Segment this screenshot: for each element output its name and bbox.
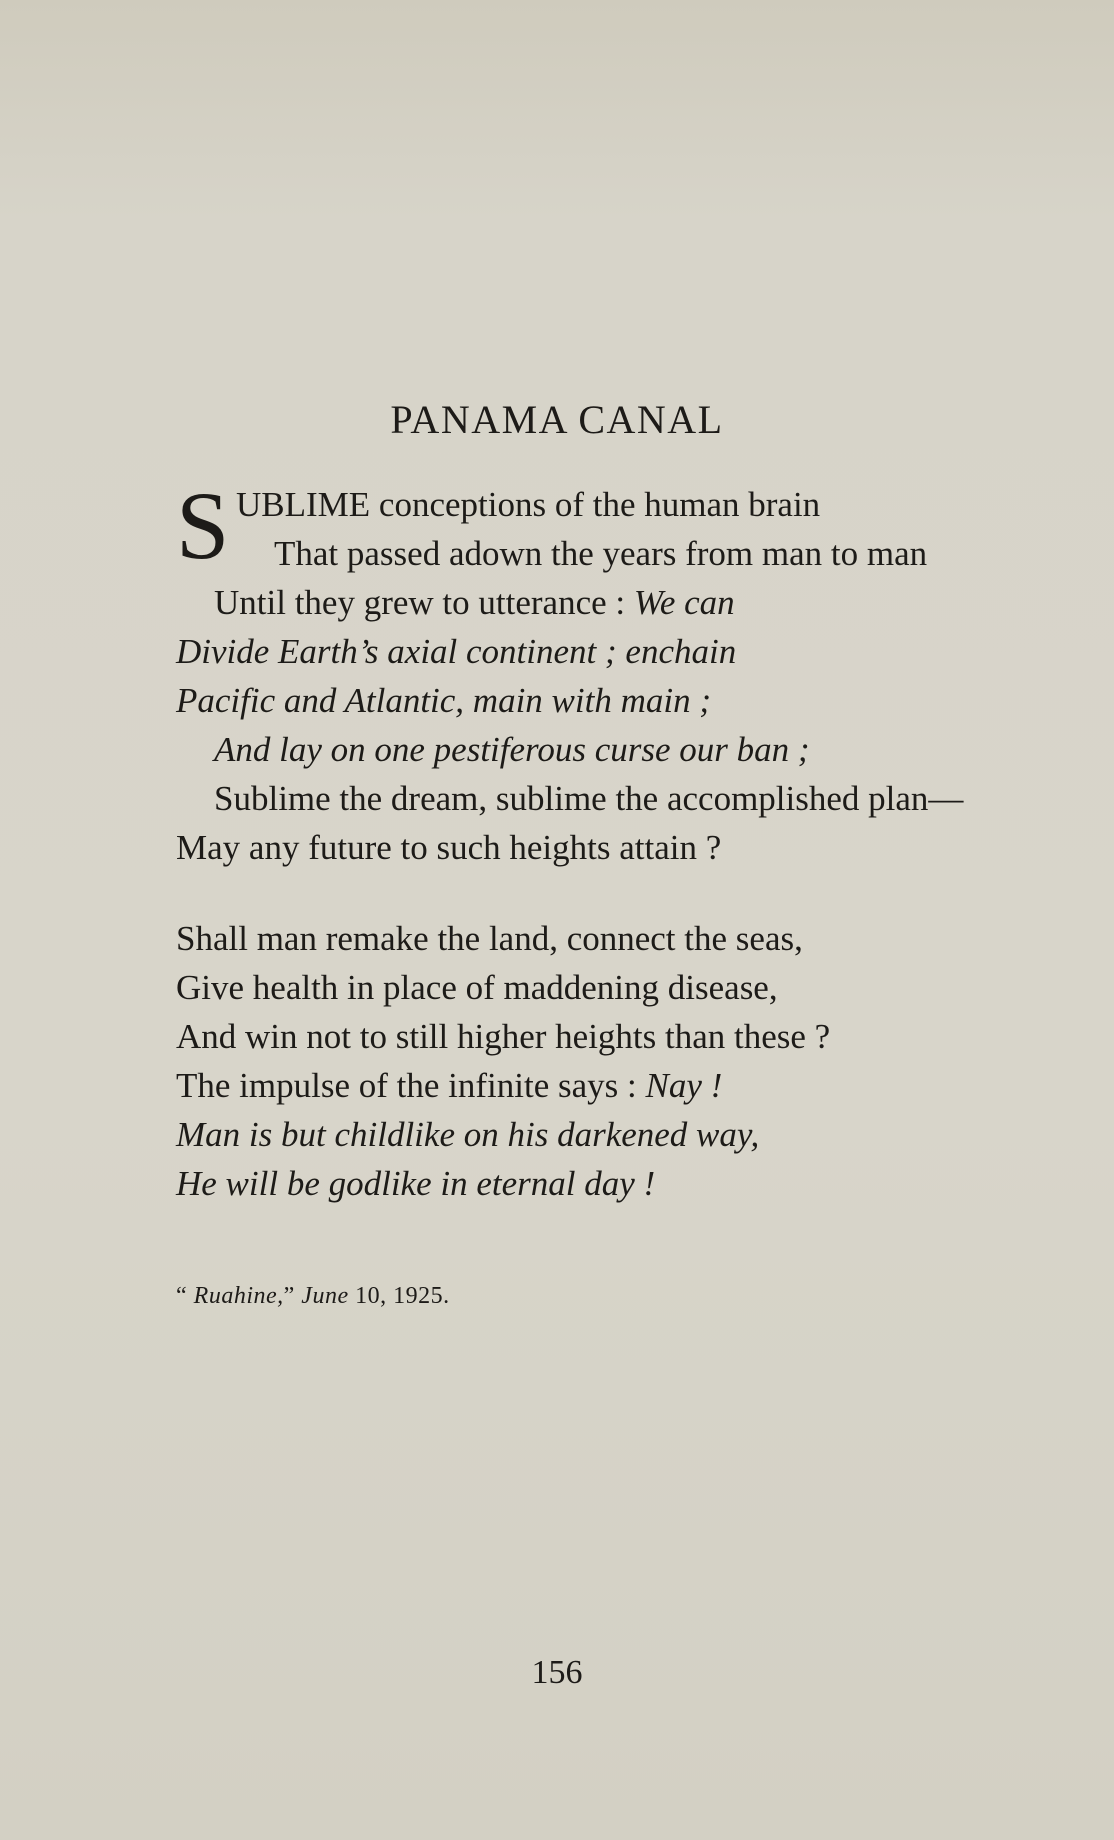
poem-line-7	[176, 774, 1076, 823]
stanza-divider	[176, 872, 1076, 914]
poem-line-text: That passed adown the years from man to man	[274, 534, 928, 573]
dateline-place: Ruahine,	[193, 1283, 284, 1309]
poem-line-9	[176, 914, 1076, 963]
poem-line-italic: Nay !	[645, 1066, 723, 1105]
poem-line-text: Shall man remake the land, connect the seas,	[176, 919, 803, 958]
poem-line-italic: We can	[633, 583, 735, 622]
poem-line-italic: He will be godlike in eternal day !	[176, 1164, 656, 1203]
poem-title: PANAMA CANAL	[390, 397, 724, 442]
poem-line-5	[176, 676, 1076, 725]
poem-line-text: UBLIME conceptions of the human brain	[236, 485, 821, 524]
poem-line-13	[176, 1110, 1076, 1159]
poem-line-8	[176, 823, 1076, 872]
poem-line-3	[176, 578, 1076, 627]
dateline-open-quote: “	[176, 1283, 194, 1309]
poem-line-italic: Divide Earth’s axial continent ; enchain	[176, 632, 737, 671]
poem-line-text: May any future to such heights attain ?	[176, 828, 722, 867]
poem-line-4	[176, 627, 1076, 676]
drop-cap-letter: S	[176, 472, 230, 579]
poem-line-italic: Pacific and Atlantic, main with main ;	[176, 681, 711, 720]
dateline-close-quote: ”	[283, 1283, 302, 1309]
poem-line-text: The impulse of the infinite says :	[176, 1066, 646, 1105]
poem-line-11	[176, 1012, 1076, 1061]
poem-line-italic: Man is but childlike on his darkened way,	[176, 1115, 760, 1154]
poem-line-2	[176, 529, 1076, 578]
poem-line-14	[176, 1159, 1076, 1208]
poem-line-text: Until they grew to utterance :	[214, 583, 634, 622]
stanza-1	[176, 472, 1076, 872]
poem-line-6	[176, 725, 1076, 774]
dateline-rest: 10, 1925.	[348, 1283, 450, 1309]
poem-line-text: Give health in place of maddening disease,	[176, 968, 778, 1007]
poem-line-text: And win not to still higher heights than these ?	[176, 1017, 831, 1056]
poem-body	[176, 472, 1076, 1208]
poem-line-10	[176, 963, 1076, 1012]
poem-dateline	[176, 1283, 450, 1310]
poem-line-text: Sublime the dream, sublime the accomplished plan—	[214, 779, 964, 818]
poem-line-12	[176, 1061, 1076, 1110]
stanza-2	[176, 914, 1076, 1208]
page-number: 156	[531, 1654, 583, 1691]
poem-line-italic: And lay on one pestiferous curse our ban ;	[214, 730, 810, 769]
dateline-month: June	[301, 1283, 349, 1309]
